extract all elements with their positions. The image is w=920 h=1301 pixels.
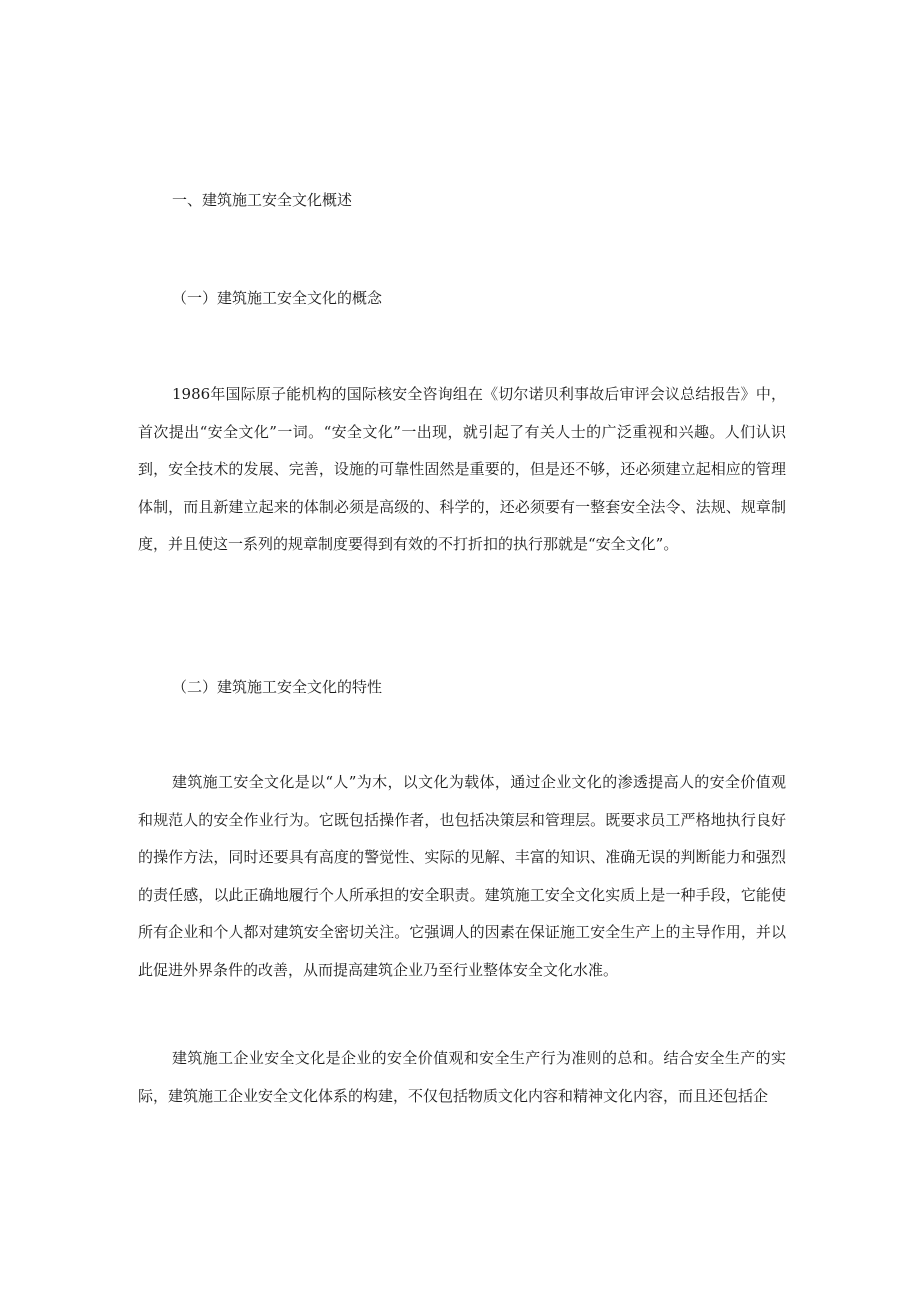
- section-title: 一、建筑施工安全文化概述: [172, 191, 353, 209]
- paragraph-concept: 1986年国际原子能机构的国际核安全咨询组在《切尔诺贝利事故后审评会议总结报告》中，首次提出“安全文化”一词。“安全文化”一出现，就引起了有关人士的广泛重视和兴趣。人们认识到，安全技术的发展、完善，设施的可靠性固然是重要的，但是还不够，还必须建立起相应的管理体制，而且新建立起来的体制必须是高级的、科学的，还必须要有一整套安全法令、法规、规章制度，并且使这一系列的规章制度要得到有效的不打折扣的执行那就是“安全文化”。: [138, 385, 786, 553]
- subsection-title-concept: （一）建筑施工安全文化的概念: [172, 289, 383, 307]
- subsection-title-characteristics: （二）建筑施工安全文化的特性: [172, 678, 383, 696]
- paragraph-enterprise-culture: 建筑施工企业安全文化是企业的安全价值观和安全生产行为准则的总和。结合安全生产的实际，建筑施工企业安全文化体系的构建，不仅包括物质文化内容和精神文化内容，而且还包括企: [138, 1049, 786, 1105]
- paragraph-characteristics: 建筑施工安全文化是以“人”为木，以文化为载体，通过企业文化的渗透提高人的安全价值观和规范人的安全作业行为。它既包括操作者，也包括决策层和管理层。既要求员工严格地执行良好的操作方法，同时还要具有高度的警觉性、实际的见解、丰富的知识、准确无误的判断能力和强烈的责任感，以此正确地履行个人所承担的安全职责。建筑施工安全文化实质上是一种手段，它能使所有企业和个人都对建筑安全密切关注。它强调人的因素在保证施工安全生产上的主导作用，并以此促进外界条件的改善，从而提高建筑企业乃至行业整体安全文化水准。: [138, 773, 786, 979]
